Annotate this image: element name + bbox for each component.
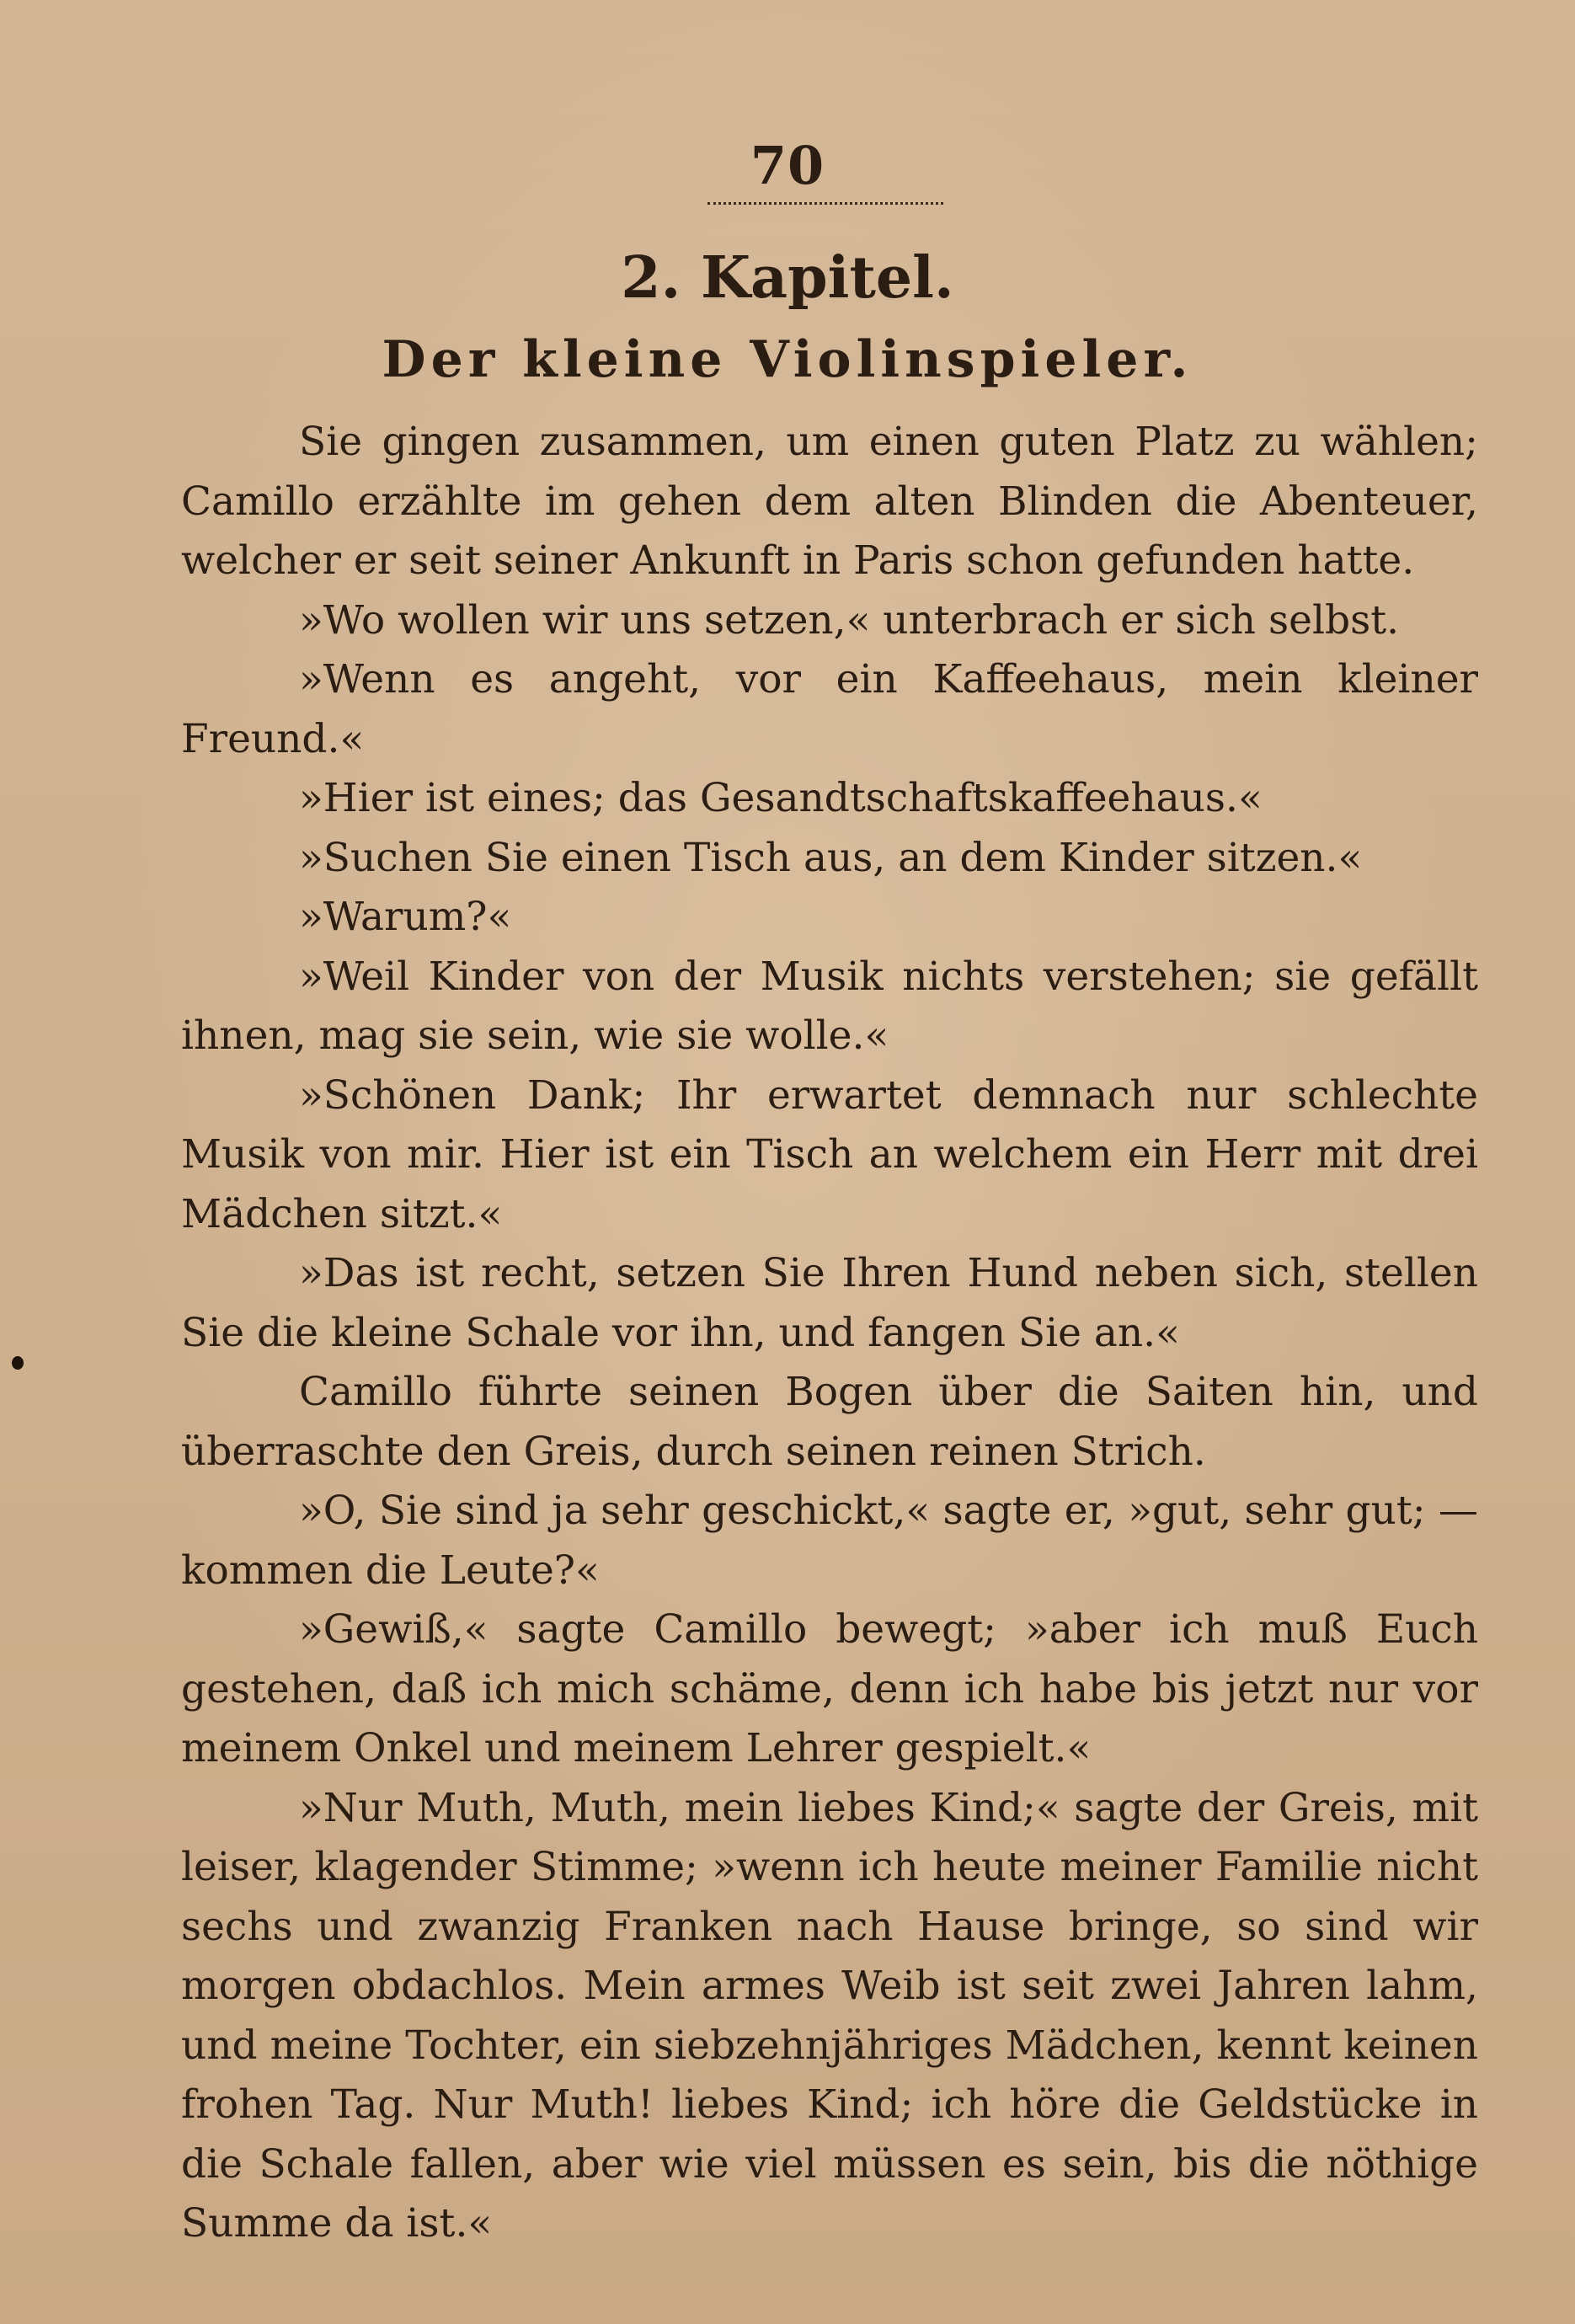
paragraph: »Das ist recht, setzen Sie Ihren Hund neben sich, stellen Sie die kleine Schale vor ihn, und fangen Sie an.« — [181, 1250, 1478, 1356]
paragraph: »Schönen Dank; Ihr erwartet demnach nur schlechte Musik von mir. Hier ist ein Tisch an welchem ein Herr mit drei Mädchen sitzt.« — [181, 1071, 1478, 1237]
paragraph: »Nur Muth, Muth, mein liebes Kind;« sagte der Greis, mit leiser, klagender Stimme; »wenn ich heute meiner Familie nicht sechs und zwanzig Franken nach Hause bringe, so sind wir morgen obdachlos. Mein armes Weib ist seit zwei Jahren lahm, und meine Tochter, ein siebzehnjähriges Mädchen, kennt keinen frohen Tag. Nur Muth! liebes Kind; ich höre die Geldstücke in die Schale fallen, aber wie viel müssen es sein, bis die nöthige Summe da ist.« — [181, 1784, 1478, 2247]
paragraph: »Wenn es angeht, vor ein Kaffeehaus, mein kleiner Freund.« — [181, 656, 1478, 762]
paragraph: »Hier ist eines; das Gesandtschaftskaffeehaus.« — [299, 775, 1263, 821]
paragraph: Camillo führte seinen Bogen über die Saiten hin, und überraschte den Greis, durch seinen reinen Strich. — [181, 1369, 1478, 1475]
paragraph: »Suchen Sie einen Tisch aus, an dem Kinder sitzen.« — [299, 834, 1363, 881]
body-text — [181, 413, 1478, 2254]
paragraph: »Warum?« — [299, 894, 512, 940]
paragraph: Sie gingen zusammen, um einen guten Platz zu wählen; Camillo erzählte im gehen dem alten Blinden die Abenteuer, welcher er seit seiner Ankunft in Paris schon gefunden hatte. — [181, 419, 1478, 584]
header-rule — [707, 202, 943, 205]
paragraph: »Weil Kinder von der Musik nichts verstehen; sie gefällt ihnen, mag sie sein, wie sie wolle.« — [181, 953, 1478, 1059]
chapter-title: 2. Kapitel. — [621, 244, 954, 312]
paragraph: »O, Sie sind ja sehr geschickt,« sagte er, »gut, sehr gut; — kommen die Leute?« — [181, 1488, 1478, 1594]
paragraph: »Wo wollen wir uns setzen,« unterbrach er sich selbst. — [299, 596, 1400, 644]
paragraph: »Gewiß,« sagte Camillo bewegt; »aber ich muß Euch gestehen, daß ich mich schäme, denn ich habe bis jetzt nur vor meinem Onkel und meinem Lehrer gespielt.« — [181, 1606, 1478, 1771]
page-number: 70 — [750, 135, 825, 196]
chapter-subtitle: Der kleine Violinspieler. — [382, 330, 1193, 389]
ink-speck — [12, 1356, 24, 1370]
